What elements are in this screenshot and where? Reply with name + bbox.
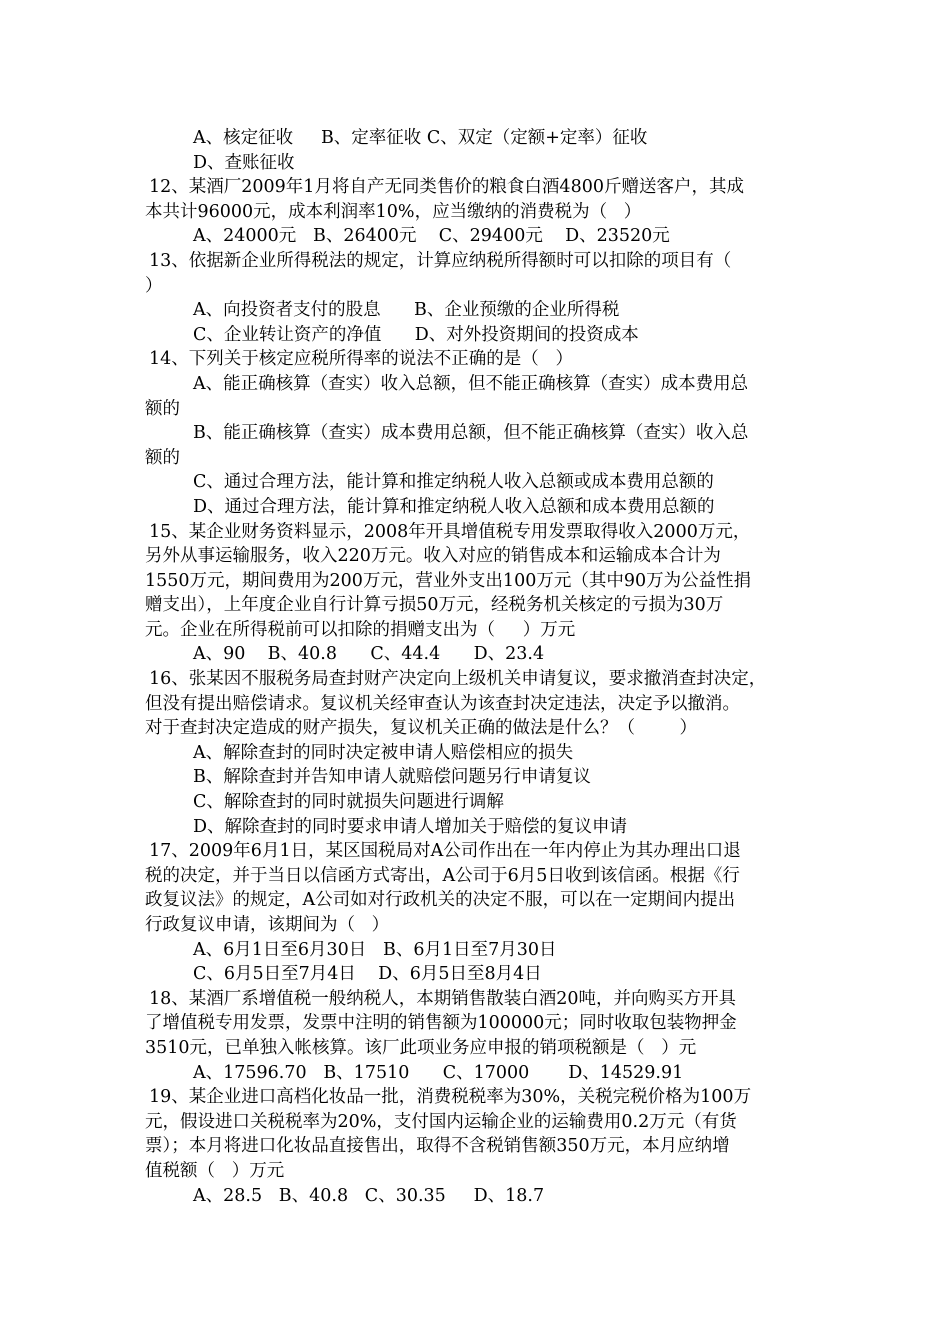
text-line: 3510元，已单独入帐核算。该厂此项业务应申报的销项税额是（ ）元: [145, 1037, 697, 1058]
text-line: 元。企业在所得税前可以扣除的捐赠支出为（ ）万元: [145, 619, 576, 640]
text-line: A、6月1日至6月30日 B、6月1日至7月30日: [193, 939, 557, 960]
text-line: 但没有提出赔偿请求。复议机关经审查认为该查封决定违法，决定予以撤消。: [145, 693, 740, 714]
text-line: 1550万元，期间费用为200万元，营业外支出100万元（其中90万为公益性捐: [145, 570, 752, 591]
text-line: B、能正确核算（查实）成本费用总额，但不能正确核算（查实）收入总: [193, 423, 749, 444]
text-line: C、企业转让资产的净值 D、对外投资期间的投资成本: [193, 324, 639, 345]
text-line: 14、下列关于核定应税所得率的说法不正确的是（ ）: [149, 349, 573, 370]
text-line: 对于查封决定造成的财产损失，复议机关正确的做法是什么？（ ）: [145, 718, 697, 739]
text-line: 赠支出），上年度企业自行计算亏损50万元，经税务机关核定的亏损为30万: [145, 595, 724, 616]
text-line: 13、依据新企业所得税法的规定，计算应纳税所得额时可以扣除的项目有（: [149, 250, 732, 271]
text-line: A、24000元 B、26400元 C、29400元 D、23520元: [193, 226, 670, 247]
text-line: 政复议法》的规定，A公司如对行政机关的决定不服，可以在一定期间内提出: [145, 890, 736, 911]
text-line: A、28.5 B、40.8 C、30.35 D、18.7: [193, 1185, 545, 1206]
text-line: 18、某酒厂系增值税一般纳税人，本期销售散装白酒20吨，并向购买方开具: [149, 988, 737, 1009]
text-line: 19、某企业进口高档化妆品一批，消费税税率为30%，关税完税价格为100万: [149, 1087, 752, 1108]
text-line: 16、张某因不服税务局查封财产决定向上级机关申请复议，要求撤消查封决定，: [149, 669, 767, 690]
question-text-block: [145, 126, 825, 1208]
text-line: A、17596.70 B、17510 C、17000 D、14529.91: [193, 1062, 684, 1083]
text-line: C、解除查封的同时就损失问题进行调解: [193, 792, 504, 813]
text-line: 元，假设进口关税税率为20%，支付国内运输企业的运输费用0.2万元（有货: [145, 1111, 737, 1132]
text-line: A、90 B、40.8 C、44.4 D、23.4: [193, 644, 545, 665]
text-line: C、通过合理方法，能计算和推定纳税人收入总额或成本费用总额的: [193, 472, 714, 493]
text-line: 值税额（ ）万元: [145, 1160, 285, 1181]
text-line: 额的: [145, 447, 180, 468]
text-line: A、解除查封的同时决定被申请人赔偿相应的损失: [193, 742, 574, 763]
text-line: 额的: [145, 398, 180, 419]
text-line: 另外从事运输服务，收入220万元。收入对应的销售成本和运输成本合计为: [145, 546, 721, 567]
text-line: 行政复议申请，该期间为（ ）: [145, 915, 390, 935]
text-line: 15、某企业财务资料显示，2008年开具增值税专用发票取得收入2000万元，: [149, 521, 751, 542]
text-line: ）: [145, 275, 163, 296]
text-line: 12、某酒厂2009年1月将自产无同类售价的粮食白酒4800斤赠送客户，其成: [149, 177, 744, 198]
text-line: C、6月5日至7月4日 D、6月5日至8月4日: [193, 964, 542, 985]
text-line: D、查账征收: [193, 152, 295, 173]
text-line: D、通过合理方法，能计算和推定纳税人收入总额和成本费用总额的: [193, 496, 715, 517]
text-line: 本共计96000元，成本利润率10%，应当缴纳的消费税为（ ）: [145, 201, 642, 222]
text-line: D、解除查封的同时要求申请人增加关于赔偿的复议申请: [193, 816, 628, 837]
text-line: 17、2009年6月1日，某区国税局对A公司作出在一年内停止为其办理出口退: [149, 841, 741, 862]
text-line: 税的决定，并于当日以信函方式寄出，A公司于6月5日收到该信函。根据《行: [145, 865, 740, 886]
text-line: A、向投资者支付的股息 B、企业预缴的企业所得税: [193, 300, 620, 321]
text-line: 了增值税专用发票，发票中注明的销售额为100000元；同时收取包装物押金: [145, 1013, 737, 1034]
text-line: B、解除查封并告知申请人就赔偿问题另行申请复议: [193, 767, 591, 788]
text-line: A、核定征收 B、定率征收 C、双定（定额+定率）征收: [193, 128, 648, 148]
text-line: 票）；本月将进口化妆品直接售出，取得不含税销售额350万元，本月应纳增: [145, 1136, 730, 1157]
text-line: A、能正确核算（查实）收入总额，但不能正确核算（查实）成本费用总: [193, 373, 749, 394]
